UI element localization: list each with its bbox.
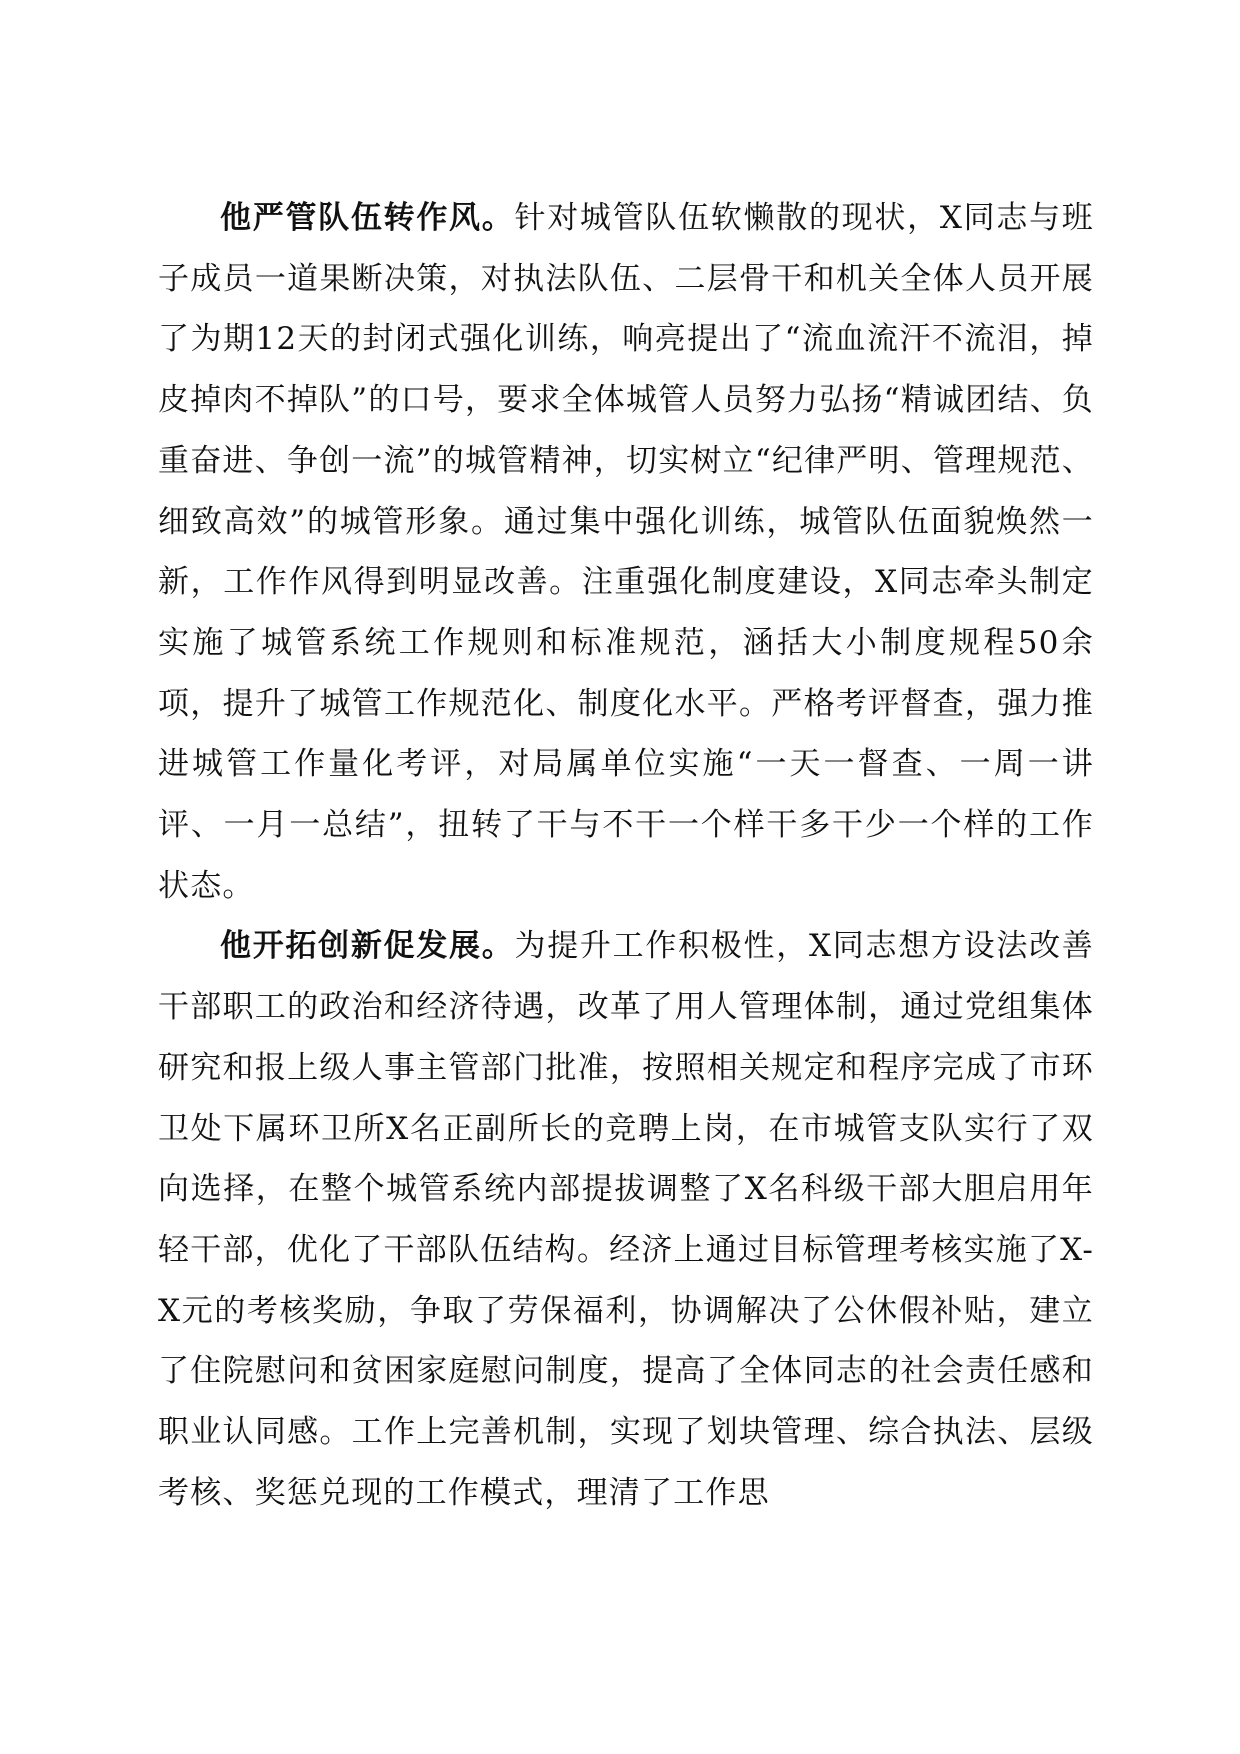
paragraph-team-discipline (158, 188, 1094, 916)
paragraph-lead-heading: 他严管队伍转作风。 (220, 200, 515, 236)
paragraph-body-text: 针对城管队伍软懒散的现状，X同志与班子成员一道果断决策，对执法队伍、二层骨干和机关全体人员开展了为期12天的封闭式强化训练，响亮提出了“流血流汗不流泪，掉皮掉肉不掉队”的口号，要求全体城管人员努力弘扬“精诚团结、负重奋进、争创一流”的城管精神，切实树立“纪律严明、管理规范、细致高效”的城管形象。通过集中强化训练，城管队伍面貌焕然一新，工作作风得到明显改善。注重强化制度建设，X同志牵头制定实施了城管系统工作规则和标准规范，涵括大小制度规程50余项，提升了城管工作规范化、制度化水平。严格考评督查，强力推进城管工作量化考评，对局属单位实施“一天一督查、一周一讲评、一月一总结”，扭转了干与不干一个样干多干少一个样的工作状态。 (158, 200, 1094, 904)
document-page (158, 188, 1094, 1523)
paragraph-body-text: 为提升工作积极性，X同志想方设法改善干部职工的政治和经济待遇，改革了用人管理体制，通过党组集体研究和报上级人事主管部门批准，按照相关规定和程序完成了市环卫处下属环卫所X名正副所长的竞聘上岗，在市城管支队实行了双向选择，在整个城管系统内部提拔调整了X名科级干部大胆启用年轻干部，优化了干部队伍结构。经济上通过目标管理考核实施了X-X元的考核奖励，争取了劳保福利，协调解决了公休假补贴，建立了住院慰问和贫困家庭慰问制度，提高了全体同志的社会责任感和职业认同感。工作上完善机制，实现了划块管理、综合执法、层级考核、奖惩兑现的工作模式，理清了工作思 (158, 928, 1094, 1511)
paragraph-lead-heading: 他开拓创新促发展。 (220, 928, 515, 965)
paragraph-innovation-development (158, 916, 1094, 1523)
